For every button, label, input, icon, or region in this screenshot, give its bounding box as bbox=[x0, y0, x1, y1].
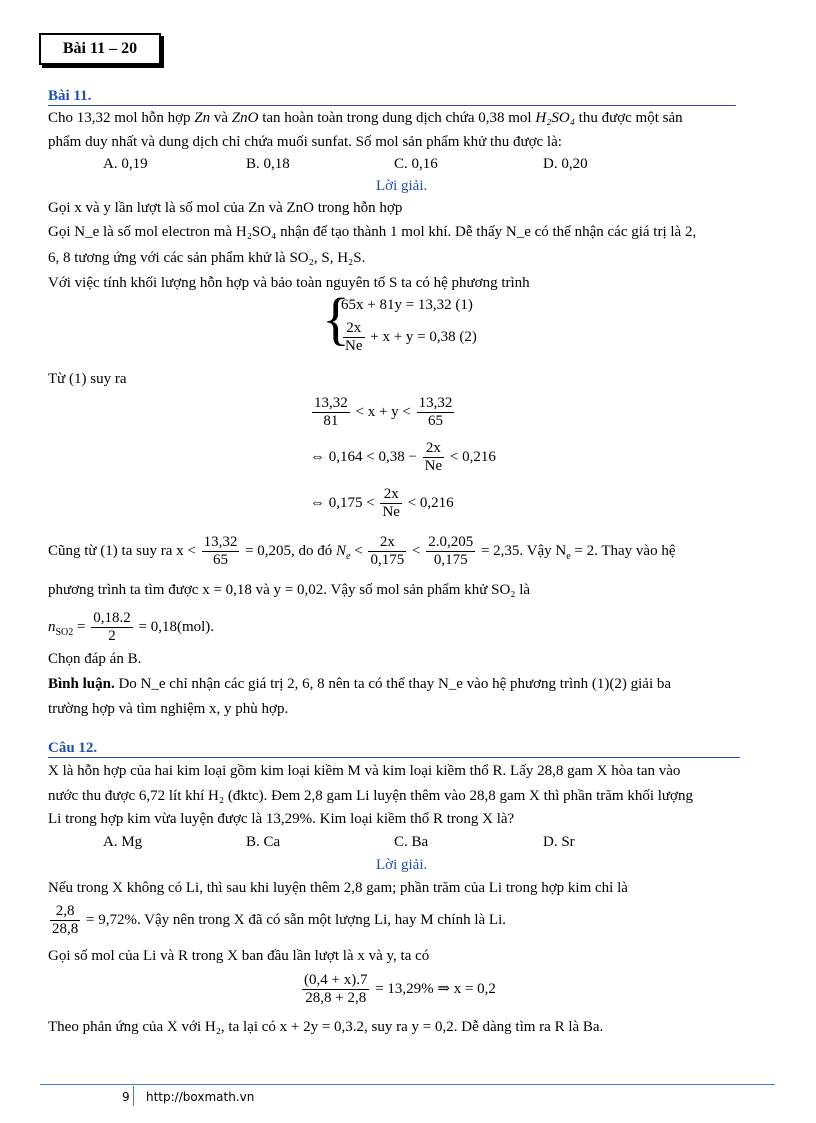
equation-2: $\frac{2x}{Ne}$ + x + y = 0,38 (2) bbox=[345, 320, 477, 354]
choice-c: C. Ba bbox=[394, 834, 429, 850]
from-eq1: Từ (1) suy ra bbox=[48, 371, 127, 387]
solution-title: Lời giải. bbox=[376, 857, 428, 873]
solution-line1: Gọi x và y lần lượt là số mol của Zn và ZnO trong hỗn hợp bbox=[48, 200, 403, 216]
choice-c: C. 0,16 bbox=[394, 156, 438, 172]
page-number: 9 bbox=[122, 1090, 130, 1104]
inequality-1: $\frac{13,32}{81}$ < x + y < $\frac{13,32}{65}$ bbox=[314, 395, 453, 429]
solution-line3: Gọi số mol của Li và R trong X ban đầu lần lượt là x và y, ta có bbox=[48, 948, 430, 964]
choice-b: B. 0,18 bbox=[246, 156, 290, 172]
footer-divider bbox=[40, 1084, 775, 1085]
problem-12-line1: X là hỗn hợp của hai kim loại gồm kim loại kiềm M và kim loại kiềm thổ R. Lấy 28,8 gam X hòa tan vào bbox=[48, 763, 681, 779]
solution-line2: Gọi N_e là số mol electron mà H₂SO₄ nhận để tạo thành 1 mol khí. Dễ thấy N_e có thể nhận các giá trị là 2, bbox=[48, 224, 697, 240]
conclusion-line3: $n_{SO2}$ = $\frac{0,18.2}{2}$ = 0,18(mol). bbox=[48, 610, 215, 644]
system-brace: { bbox=[322, 286, 350, 351]
solution-line4: Theo phản ứng của X với H₂, ta lại có x + 2y = 0,3.2, suy ra y = 0,2. Dễ dàng tìm ra R là Ba. bbox=[48, 1019, 604, 1035]
choice-d: D. 0,20 bbox=[543, 156, 588, 172]
choice-b: B. Ca bbox=[246, 834, 281, 850]
comment-line2: trường hợp và tìm nghiệm x, y phù hợp. bbox=[48, 701, 289, 717]
choice-a: A. Mg bbox=[103, 834, 143, 850]
solution-line3: 6, 8 tương ứng với các sản phẩm khử là SO₂, S, H₂S. bbox=[48, 250, 366, 266]
problem-11-line2: phẩm duy nhất và dung dịch chỉ chứa muối sunfat. Số mol sản phẩm khử thu được là: bbox=[48, 134, 562, 150]
problem-11-line1: Cho 13,32 mol hỗn hợp Zn và ZnO tan hoàn toàn trong dung dịch chứa 0,38 mol H₂SO₄ thu được một sản bbox=[48, 110, 683, 126]
problem-12-label: Câu 12. bbox=[48, 740, 740, 758]
solution-line1: Nếu trong X không có Li, thì sau khi luyện thêm 2,8 gam; phần trăm của Li trong hợp kim chỉ là bbox=[48, 880, 628, 896]
footer-url[interactable]: http://boxmath.vn bbox=[146, 1090, 255, 1104]
problem-11-label: Bài 11. bbox=[48, 88, 736, 106]
solution-title: Lời giải. bbox=[376, 178, 428, 194]
choice-d: D. Sr bbox=[543, 834, 575, 850]
solution-line4: Với việc tính khối lượng hỗn hợp và bảo toàn nguyên tố S ta có hệ phương trình bbox=[48, 275, 530, 291]
solution-equation: $\frac{(0,4 + x).7}{28,8 + 2,8}$ = 13,29% ⇒ x = 0,2 bbox=[304, 972, 496, 1006]
problem-12-line3: Li trong hợp kim vừa luyện được là 13,29%. Kim loại kiềm thổ R trong X là? bbox=[48, 811, 515, 827]
problem-12-line2: nước thu được 6,72 lít khí H₂ (đktc). Đem 2,8 gam Li luyện thêm vào 28,8 gam X thì phần trăm khối lượng bbox=[48, 788, 693, 804]
inequality-3: ⇔ 0,175 < $\frac{2x}{Ne}$ < 0,216 bbox=[310, 486, 454, 520]
comment-line1: Bình luận. Do N_e chỉ nhận các giá trị 2, 6, 8 nên ta có thể thay N_e vào hệ phương trình (1)(2) giải ba bbox=[48, 676, 672, 692]
solution-line2: $\frac{2,8}{28,8}$ = 9,72%. Vậy nên trong X đã có sẵn một lượng Li, hay M chính là Li. bbox=[52, 903, 507, 937]
answer-line: Chọn đáp án B. bbox=[48, 651, 142, 667]
equation-1: 65x + 81y = 13,32 (1) bbox=[341, 297, 473, 313]
section-header: Bài 11 – 20 bbox=[39, 33, 161, 65]
conclusion-line1: Cũng từ (1) ta suy ra x < $\frac{13,32}{65}$ = 0,205, do đó $N_e$ < $\frac{2x}{0,175}$ < $\frac{2.0,205}{0,175}$ = 2,35. Vậy $N_e = 2$. Thay vào hệ bbox=[48, 534, 676, 568]
footer-separator bbox=[133, 1086, 134, 1106]
conclusion-line2: phương trình ta tìm được x = 0,18 và y = 0,02. Vậy số mol sản phẩm khử SO₂ là bbox=[48, 582, 531, 598]
choice-a: A. 0,19 bbox=[103, 156, 148, 172]
inequality-2: ⇔ 0,164 < 0,38 − $\frac{2x}{Ne}$ < 0,216 bbox=[310, 440, 496, 474]
